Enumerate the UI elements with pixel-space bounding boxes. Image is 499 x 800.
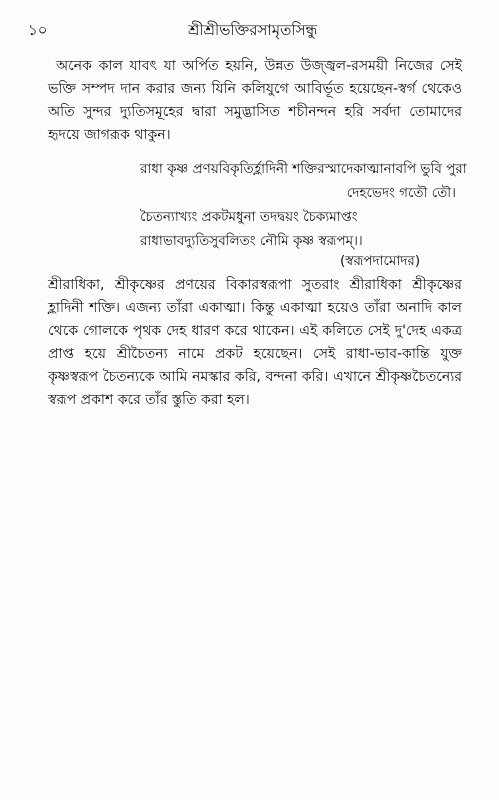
verse-line-4: রাধাভাবদ্যুতিসুবলিতং নৌমি কৃষ্ণ স্বরূপম্।। bbox=[140, 233, 363, 249]
verse-line-2: দেহভেদং গতৌ তৌ। bbox=[346, 185, 456, 201]
running-title: শ্রীশ্রীভক্তিরসামৃতসিন্ধু bbox=[188, 21, 318, 39]
verse-block-1 bbox=[140, 157, 470, 205]
paragraph-2: শ্রীরাধিকা, শ্রীকৃষ্ণের প্রণয়ের বিকারস্বরূপা সুতরাং শ্রীরাধিকা শ্রীকৃষ্ণের হ্লাদিনী শক্তি। এজন্য তাঁরা একাত্মা। কিন্তু একাত্মা হয়েও তাঁরা অনাদি কাল থেকে গোলকে পৃথক দেহ ধারণ করে থাকেন। এই কলিতে সেই দু'দেহ একত্র প্রাপ্ত হয়ে শ্রীচৈতন্য নামে প্রকট হয়েছেন। সেই রাধা-ভাব-কান্তি যুক্ত কৃষ্ণস্বরূপ চৈতন্যকে আমি নমস্কার করি, বন্দনা করি। এখানে শ্রীকৃষ্ণচৈতন্যের স্বরূপ প্রকাশ করে তাঁর স্তুতি করা হল। bbox=[48, 277, 462, 408]
paragraph-1: অনেক কাল যাবৎ যা অর্পিত হয়নি, উন্নত উজ্জ্বল-রসময়ী নিজের সেই ভক্তি সম্পদ দান করার জন্য যিনি কলিযুগে আবির্ভূত হয়েছেন-স্বর্গ থেকেও অতি সুন্দর দ্যুতিসমূহের দ্বারা সমুদ্ভাসিত শচীনন্দন হরি সর্বদা তোমাদের হৃদয়ে জাগরূক থাকুন। bbox=[48, 58, 462, 143]
verse-block-2 bbox=[140, 205, 470, 253]
verse-attribution: (স্বরূপদামোদর) bbox=[340, 253, 421, 269]
page-header bbox=[28, 20, 468, 40]
verse-line-3: চৈতন্যাখ্যং প্রকটমধুনা তদদ্বয়ং চৈক্যমাপ্তং bbox=[140, 209, 358, 225]
page-number: ১০ bbox=[28, 21, 48, 39]
verse-line-1: রাধা কৃষ্ণ প্রণয়বিকৃতির্হ্লাদিনী শক্তিরস্মাদেকাত্মানাবপি ভুবি পুরা bbox=[140, 161, 467, 177]
